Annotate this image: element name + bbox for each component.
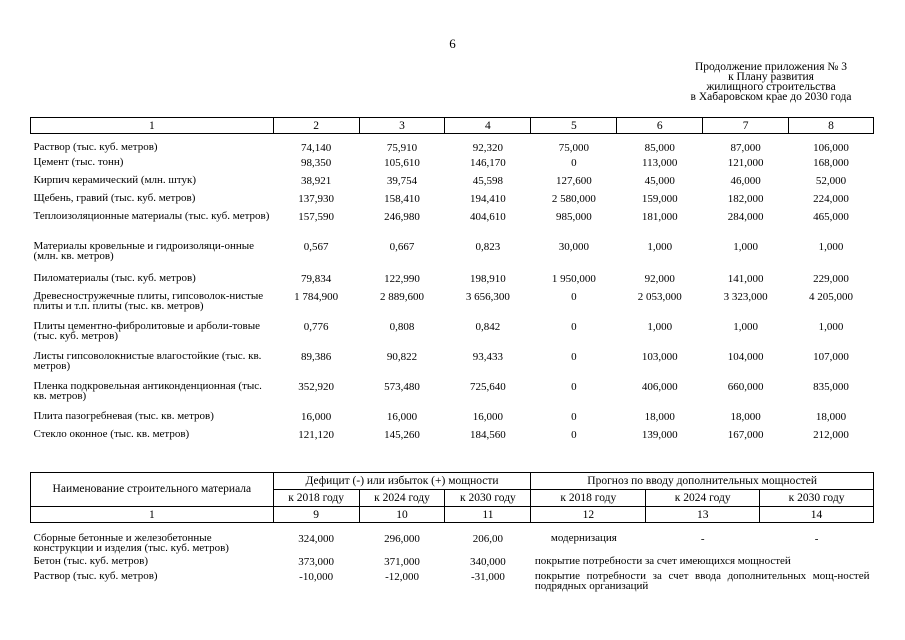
value-cell: 465,000 <box>813 211 849 223</box>
value-cell: 1,000 <box>647 241 673 253</box>
value-cell: 0,667 <box>389 241 415 253</box>
year-header: к 2024 году <box>359 490 445 507</box>
material-name: Листы гипсоволокнистые влагостойкие (тыс. кв. метров) <box>33 350 262 372</box>
value-cell: 1,000 <box>733 321 758 333</box>
value-cell: 167,000 <box>727 429 764 441</box>
appendix-note-line: Продолжение приложения № 3 <box>694 61 848 73</box>
value-cell: 39,754 <box>386 175 418 187</box>
column-number: 12 <box>531 507 646 523</box>
value-cell: 284,000 <box>727 211 764 223</box>
value-cell: 137,930 <box>298 193 335 205</box>
column-number: 8 <box>789 118 874 134</box>
table-row <box>31 154 874 172</box>
value-cell: 198,910 <box>470 273 506 285</box>
material-name: Цемент (тыс. тонн) <box>33 156 124 168</box>
value-cell: 18,000 <box>730 411 761 423</box>
column-number: 14 <box>760 507 874 523</box>
table-row <box>31 553 874 568</box>
column-number: 6 <box>617 118 703 134</box>
value-cell: 0,808 <box>389 321 415 333</box>
value-cell: 18,000 <box>644 411 675 423</box>
appendix-note-line: в Хабаровском крае до 2030 года <box>690 91 852 103</box>
value-cell: 159,000 <box>641 193 678 205</box>
value-cell: 573,480 <box>384 381 420 393</box>
column-number: 1 <box>31 507 274 523</box>
value-cell: 0,842 <box>475 321 501 333</box>
value-cell: 104,000 <box>727 351 764 363</box>
value-cell: 92,320 <box>472 142 504 154</box>
value-cell: 725,640 <box>470 381 506 393</box>
value-cell: 98,350 <box>301 157 332 169</box>
forecast-cell: - <box>700 533 705 545</box>
value-cell: 141,000 <box>727 273 764 285</box>
value-cell: 212,000 <box>813 429 849 441</box>
forecast-cell: - <box>814 533 819 545</box>
column-number-row <box>31 118 874 134</box>
column-number: 10 <box>359 507 445 523</box>
value-cell: 146,170 <box>470 157 506 169</box>
material-name: Пиломатериалы (тыс. куб. метров) <box>33 272 196 284</box>
value-cell: 2 580,000 <box>551 193 596 205</box>
value-cell: 38,921 <box>301 175 332 187</box>
value-cell: 85,000 <box>644 142 675 154</box>
value-cell: 0 <box>571 411 577 423</box>
value-cell: 0,567 <box>303 241 329 253</box>
table-row <box>31 190 874 208</box>
value-cell: 90,822 <box>386 351 418 363</box>
year-header: к 2030 году <box>760 490 874 507</box>
value-cell: 224,000 <box>813 193 849 205</box>
column-number: 5 <box>531 118 617 134</box>
value-cell: -10,000 <box>299 571 334 583</box>
material-name: Теплоизоляционные материалы (тыс. куб. метров) <box>33 210 270 222</box>
column-number-row <box>31 507 874 523</box>
value-cell: 0,776 <box>303 321 329 333</box>
value-cell: 229,000 <box>813 273 849 285</box>
value-cell: 16,000 <box>472 411 504 423</box>
year-header: к 2018 году <box>531 490 646 507</box>
value-cell: 121,000 <box>727 157 764 169</box>
value-cell: 0 <box>571 157 577 169</box>
value-cell: 206,00 <box>472 533 504 545</box>
value-cell: 1,000 <box>818 321 844 333</box>
column-number: 13 <box>646 507 760 523</box>
forecast-cell: покрытие потребности за счет ввода дополнительных мощ-ностей подрядных организаций <box>534 570 870 592</box>
value-cell: 1,000 <box>818 241 844 253</box>
table-row <box>31 288 874 318</box>
deficit-forecast-table <box>30 472 874 591</box>
table-row <box>31 172 874 190</box>
value-cell: 157,590 <box>298 211 335 223</box>
value-cell: -31,000 <box>470 571 505 583</box>
year-header: к 2030 году <box>445 490 531 507</box>
page-number: 6 <box>449 36 456 51</box>
materials-capacity-table <box>30 117 874 444</box>
table-row <box>31 523 874 554</box>
value-cell: 404,610 <box>470 211 506 223</box>
value-cell: 75,000 <box>558 142 589 154</box>
value-cell: 2 889,600 <box>380 291 425 303</box>
value-cell: 121,120 <box>298 429 335 441</box>
table-header-row <box>31 473 874 490</box>
forecast-cell: модернизация <box>550 532 617 544</box>
value-cell: 16,000 <box>301 411 332 423</box>
table-row <box>31 208 874 238</box>
value-cell: 107,000 <box>813 351 849 363</box>
value-cell: 46,000 <box>730 175 761 187</box>
value-cell: 105,610 <box>384 157 420 169</box>
material-name: Древесностружечные плиты, гипсоволок-нистые плиты и т.п. плиты (тыс. кв. метров) <box>33 290 264 312</box>
material-name: Сборные бетонные и железобетонные конструкции и изделия (тыс. куб. метров) <box>33 532 229 554</box>
value-cell: 0 <box>571 321 577 333</box>
value-cell: 1,000 <box>733 241 758 253</box>
column-number: 9 <box>273 507 359 523</box>
value-cell: 0 <box>571 381 577 393</box>
value-cell: 0 <box>571 351 577 363</box>
value-cell: 45,000 <box>644 175 675 187</box>
value-cell: 87,000 <box>730 142 761 154</box>
table-row <box>31 238 874 270</box>
value-cell: 0 <box>571 291 577 303</box>
value-cell: 92,000 <box>644 273 675 285</box>
appendix-note <box>671 62 871 102</box>
value-cell: 194,410 <box>470 193 506 205</box>
material-name: Плиты цементно-фибролитовые и арболи-товые (тыс. куб. метров) <box>33 320 260 342</box>
value-cell: 127,600 <box>555 175 592 187</box>
material-name: Кирпич керамический (млн. штук) <box>33 174 197 186</box>
column-number: 4 <box>445 118 531 134</box>
table-row <box>31 568 874 591</box>
forecast-group-header: Прогноз по вводу дополнительных мощностей <box>531 473 874 490</box>
value-cell: 182,000 <box>727 193 764 205</box>
value-cell: 660,000 <box>727 381 764 393</box>
deficit-group-header: Дефицит (-) или избыток (+) мощности <box>273 473 531 490</box>
appendix-note-line: жилищного строительства <box>706 81 836 93</box>
appendix-note-line: к Плану развития <box>728 71 814 83</box>
value-cell: -12,000 <box>385 571 419 583</box>
value-cell: 139,000 <box>641 429 678 441</box>
value-cell: 3 323,000 <box>723 291 768 303</box>
value-cell: 1,000 <box>647 321 673 333</box>
value-cell: 373,000 <box>298 556 334 568</box>
column-number: 3 <box>359 118 445 134</box>
value-cell: 75,910 <box>386 142 418 154</box>
value-cell: 184,560 <box>470 429 506 441</box>
value-cell: 3 656,300 <box>465 291 510 303</box>
column-number: 11 <box>445 507 531 523</box>
value-cell: 4 205,000 <box>809 291 854 303</box>
value-cell: 340,000 <box>470 556 506 568</box>
value-cell: 16,000 <box>386 411 418 423</box>
value-cell: 103,000 <box>641 351 678 363</box>
value-cell: 106,000 <box>813 142 849 154</box>
column-number: 1 <box>31 118 274 134</box>
table-row <box>31 408 874 426</box>
material-name: Щебень, гравий (тыс. куб. метров) <box>33 192 196 204</box>
value-cell: 352,920 <box>298 381 335 393</box>
material-name: Раствор (тыс. куб. метров) <box>33 141 158 153</box>
year-header: к 2018 году <box>273 490 359 507</box>
value-cell: 2 053,000 <box>637 291 682 303</box>
value-cell: 18,000 <box>815 411 847 423</box>
material-name: Пленка подкровельная антиконденционная (тыс. кв. метров) <box>33 380 262 402</box>
year-header: к 2024 году <box>646 490 760 507</box>
value-cell: 0 <box>571 429 577 441</box>
value-cell: 0,823 <box>475 241 501 253</box>
value-cell: 113,000 <box>642 157 678 169</box>
value-cell: 181,000 <box>641 211 678 223</box>
material-name: Стекло оконное (тыс. кв. метров) <box>33 428 190 440</box>
value-cell: 406,000 <box>641 381 678 393</box>
value-cell: 145,260 <box>384 429 420 441</box>
value-cell: 89,386 <box>301 351 332 363</box>
value-cell: 1 950,000 <box>551 273 596 285</box>
table-row <box>31 318 874 348</box>
table-row <box>31 378 874 408</box>
table-row <box>31 270 874 288</box>
value-cell: 296,000 <box>384 533 420 545</box>
column-number: 7 <box>703 118 789 134</box>
value-cell: 1 784,900 <box>294 291 339 303</box>
value-cell: 835,000 <box>813 381 849 393</box>
value-cell: 122,990 <box>384 273 420 285</box>
value-cell: 324,000 <box>298 533 334 545</box>
value-cell: 371,000 <box>384 556 420 568</box>
value-cell: 985,000 <box>555 211 592 223</box>
table-row <box>31 134 874 155</box>
column-number: 2 <box>273 118 359 134</box>
material-name: Плита пазогребневая (тыс. кв. метров) <box>33 410 214 422</box>
table-row <box>31 348 874 378</box>
value-cell: 93,433 <box>472 351 504 363</box>
table-row <box>31 426 874 444</box>
material-name-header: Наименование строительного материала <box>31 473 274 507</box>
material-name: Раствор (тыс. куб. метров) <box>33 570 158 582</box>
forecast-cell: покрытие потребности за счет имеющихся мощностей <box>534 555 791 567</box>
value-cell: 45,598 <box>472 175 504 187</box>
value-cell: 30,000 <box>558 241 589 253</box>
value-cell: 74,140 <box>301 142 332 154</box>
value-cell: 158,410 <box>384 193 420 205</box>
value-cell: 52,000 <box>815 175 847 187</box>
value-cell: 246,980 <box>384 211 420 223</box>
material-name: Материалы кровельные и гидроизоляци-онные (млн. кв. метров) <box>33 240 255 262</box>
value-cell: 79,834 <box>301 273 332 285</box>
value-cell: 168,000 <box>813 157 849 169</box>
material-name: Бетон (тыс. куб. метров) <box>33 555 149 567</box>
